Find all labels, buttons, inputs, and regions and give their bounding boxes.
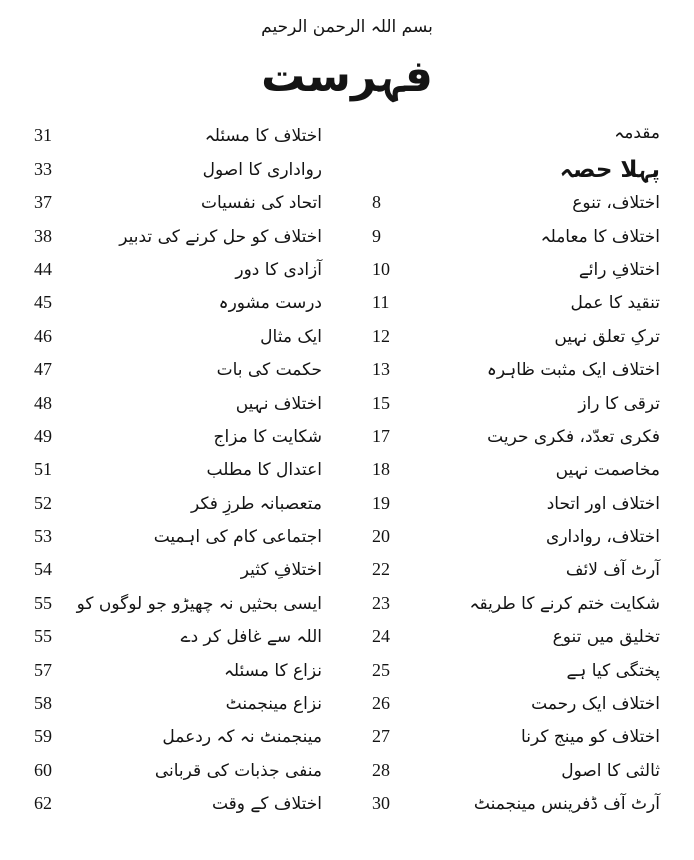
toc-entry-title: پہلا حصہ [559,156,660,183]
toc-entry-title: مخاصمت نہیں [555,460,660,481]
toc-entry-page-number: 26 [372,693,390,714]
toc-row [34,326,322,359]
toc-entry-page-number: 30 [372,793,390,814]
toc-row [34,159,322,192]
toc-row [34,593,322,626]
toc-row [372,493,660,526]
toc-row [372,292,660,325]
toc-row [34,760,322,793]
toc-row [34,192,322,225]
toc-column-second [34,125,322,826]
toc-entry-page-number: 45 [34,292,52,313]
table-of-contents [0,125,694,826]
toc-row [372,125,660,158]
toc-row [34,459,322,492]
toc-entry-title: اختلاف ایک مثبت ظاہرہ [486,360,660,381]
toc-entry-title: مقدمہ [614,123,660,144]
toc-entry-page-number: 48 [34,392,52,413]
toc-entry-title: اعتدال کا مطلب [206,460,322,481]
bismillah-text: بسم اللہ الرحمن الرحیم [261,17,433,37]
toc-entry-title: اختلاف کے وقت [211,794,322,815]
toc-row [372,693,660,726]
toc-entry-page-number: 44 [34,258,52,279]
toc-entry-page-number: 15 [372,392,390,413]
toc-entry-title: ایک مثال [260,326,322,347]
toc-entry-page-number: 57 [34,659,52,680]
toc-entry-title: شکایت کا مزاج [213,426,322,447]
toc-row [34,726,322,759]
toc-entry-page-number: 27 [372,726,390,747]
toc-entry-title: تخلیق میں تنوع [552,627,660,648]
toc-entry-page-number: 62 [34,793,52,814]
toc-row [34,493,322,526]
toc-row [34,426,322,459]
toc-entry-title: شکایت ختم کرنے کا طریقہ [469,593,660,614]
toc-entry-page-number: 28 [372,759,390,780]
toc-entry-title: اختلاف نہیں [235,393,322,414]
toc-entry-page-number: 55 [34,592,52,613]
toc-row [34,393,322,426]
toc-entry-page-number: 59 [34,726,52,747]
toc-entry-page-number: 19 [372,492,390,513]
toc-row [372,459,660,492]
toc-entry-title: ترقی کا راز [578,393,660,414]
toc-row [372,259,660,292]
toc-row [372,793,660,826]
toc-entry-title: ثالثی کا اصول [561,760,660,781]
toc-entry-title: اجتماعی کام کی اہمیت [153,527,322,548]
toc-entry-page-number: 9 [372,225,381,246]
toc-row [34,125,322,158]
toc-entry-page-number: 23 [372,592,390,613]
toc-entry-title: نزاع مینجمنٹ [225,694,322,715]
toc-row [34,526,322,559]
toc-entry-title: اختلاف کو مینج کرنا [521,727,660,748]
toc-row [34,559,322,592]
toc-entry-title: اختلافِ کثیر [240,560,322,581]
toc-row [34,292,322,325]
toc-row [372,393,660,426]
toc-row [372,593,660,626]
toc-entry-title: اتحاد کی نفسیات [200,193,322,214]
toc-entry-page-number: 20 [372,526,390,547]
toc-entry-title: آزادی کا دور [235,259,322,280]
toc-row [34,793,322,826]
toc-entry-title: فکری تعدّد، فکری حریت [487,426,660,447]
toc-row [372,226,660,259]
toc-row [372,626,660,659]
toc-entry-title: اختلاف ایک رحمت [531,694,660,715]
toc-entry-title: مینجمنٹ نہ کہ ردعمل [162,727,322,748]
toc-row [372,156,660,192]
toc-entry-page-number: 54 [34,559,52,580]
toc-entry-title: اختلاف، رواداری [546,527,660,548]
toc-row [372,660,660,693]
toc-row [372,192,660,225]
toc-entry-title: پختگی کیا ہے [566,660,660,681]
toc-entry-page-number: 22 [372,559,390,580]
toc-entry-title: رواداری کا اصول [202,159,322,180]
toc-entry-page-number: 49 [34,425,52,446]
toc-entry-title: ایسی بحثیں نہ چھیڑو جو لوگوں کو [76,593,322,614]
toc-entry-title: آرٹ آف ڈفرینس مینجمنٹ [473,794,660,815]
toc-row [372,359,660,392]
toc-entry-page-number: 13 [372,359,390,380]
toc-entry-title: تنقید کا عمل [570,293,660,314]
toc-entry-title: آرٹ آف لائف [565,560,660,581]
toc-entry-page-number: 10 [372,258,390,279]
toc-entry-page-number: 60 [34,759,52,780]
toc-entry-title: ترکِ تعلق نہیں [554,326,660,347]
toc-entry-page-number: 38 [34,225,52,246]
toc-entry-page-number: 47 [34,359,52,380]
toc-entry-page-number: 8 [372,192,381,213]
toc-entry-title: اختلاف کو حل کرنے کی تدبیر [119,226,322,247]
toc-entry-page-number: 51 [34,459,52,480]
toc-row [34,626,322,659]
toc-entry-page-number: 58 [34,693,52,714]
toc-row [372,760,660,793]
toc-entry-title: اختلاف کا معاملہ [540,226,660,247]
toc-entry-page-number: 55 [34,626,52,647]
toc-row [34,660,322,693]
toc-entry-page-number: 25 [372,659,390,680]
toc-row [372,726,660,759]
toc-entry-page-number: 53 [34,526,52,547]
toc-row [372,326,660,359]
toc-entry-page-number: 37 [34,192,52,213]
toc-entry-title: اختلاف کا مسئلہ [204,126,322,147]
toc-row [34,359,322,392]
toc-row [34,226,322,259]
toc-entry-title: متعصبانہ طرزِ فکر [190,493,322,514]
toc-entry-title: اللہ سے غافل کر دے [180,627,322,648]
toc-row [34,259,322,292]
toc-entry-page-number: 11 [372,292,390,313]
toc-row [372,559,660,592]
toc-entry-page-number: 33 [34,158,52,179]
toc-row [34,693,322,726]
toc-row [372,526,660,559]
toc-entry-page-number: 46 [34,325,52,346]
toc-entry-page-number: 31 [34,125,52,146]
toc-entry-title: اختلافِ رائے [578,259,660,280]
toc-entry-page-number: 12 [372,325,390,346]
toc-entry-page-number: 17 [372,425,390,446]
toc-entry-title: اختلاف اور اتحاد [546,493,660,514]
toc-entry-page-number: 18 [372,459,390,480]
toc-entry-title: منفی جذبات کی قربانی [154,760,322,781]
toc-entry-page-number: 52 [34,492,52,513]
page-title: فہرست [261,51,433,102]
toc-entry-title: نزاع کا مسئلہ [223,660,322,681]
toc-column-first [372,125,660,826]
toc-entry-page-number: 24 [372,626,390,647]
toc-entry-title: حکمت کی بات [216,360,322,381]
toc-entry-title: درست مشورہ [218,293,322,314]
toc-entry-title: اختلاف، تنوع [572,193,660,214]
toc-row [372,426,660,459]
